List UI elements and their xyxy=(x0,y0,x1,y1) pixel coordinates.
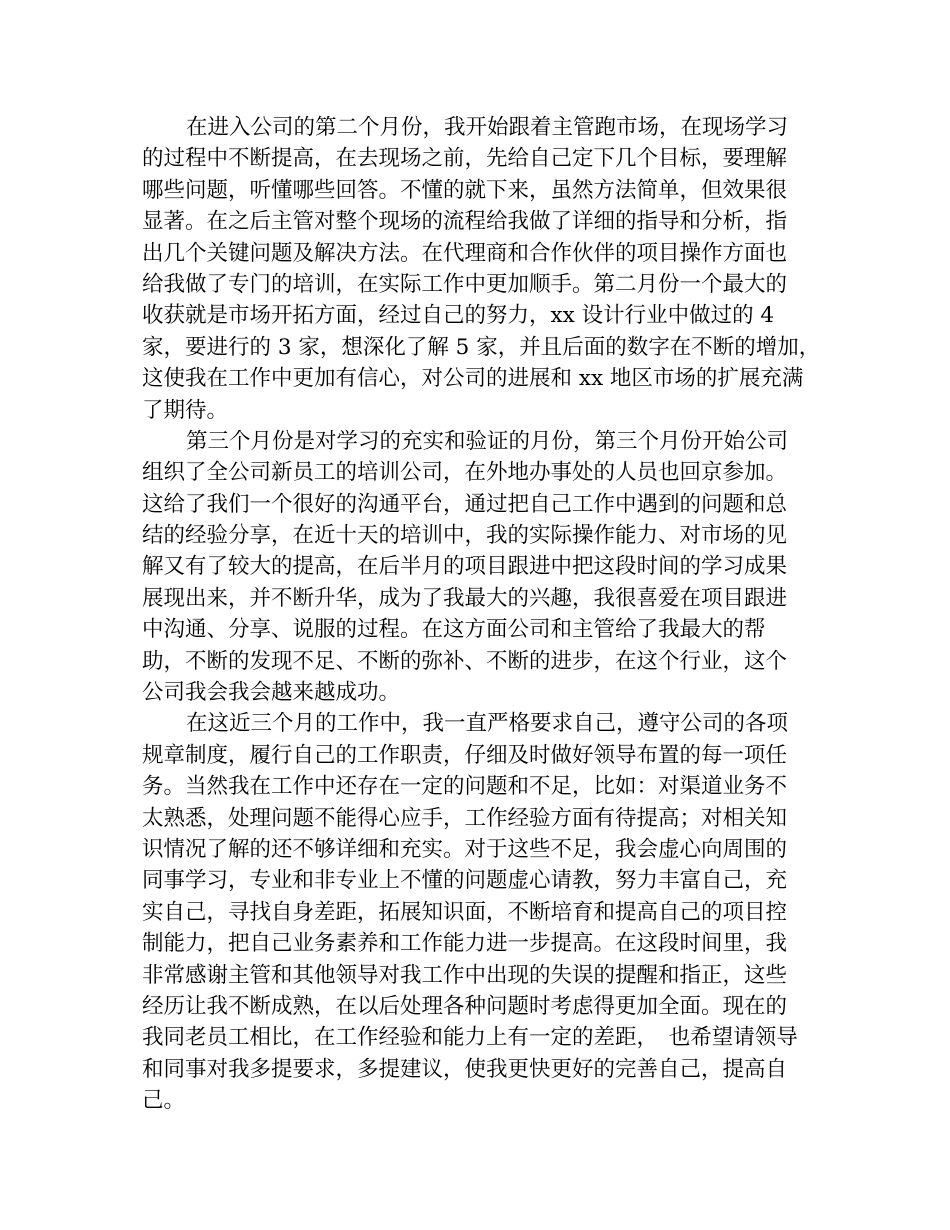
text-line: 实自己，寻找自身差距，拓展知识面，不断培育和提高自己的项目控 xyxy=(142,899,788,925)
text-line: 显著。在之后主管对整个现场的流程给我做了详细的指导和分析，指 xyxy=(142,209,788,235)
text-line: 给我做了专门的培训，在实际工作中更加顺手。第二月份一个最大的 xyxy=(142,271,788,297)
text-line: 组织了全公司新员工的培训公司，在外地办事处的人员也回京参加。 xyxy=(142,460,788,486)
text-line: 这使我在工作中更加有信心，对公司的进展和 xx 地区市场的扩展充满 xyxy=(142,366,804,392)
text-line: 在进入公司的第二个月份，我开始跟着主管跑市场，在现场学习 xyxy=(186,115,789,140)
text-line: 经历让我不断成熟，在以后处理各种问题时考虑得更加全面。现在的 xyxy=(142,993,788,1019)
text-line: 在这近三个月的工作中，我一直严格要求自己，遵守公司的各项 xyxy=(186,711,789,737)
paragraph-3 xyxy=(142,708,808,1116)
text-line: 务。当然我在工作中还存在一定的问题和不足，比如：对渠道业务不 xyxy=(142,774,788,800)
text-line: 中沟通、分享、说服的过程。在这方面公司和主管给了我最大的帮 xyxy=(142,617,766,643)
text-line: 展现出来，并不断升华，成为了我最大的兴趣，我很喜爱在项目跟进 xyxy=(142,585,788,611)
text-line: 解又有了较大的提高，在后半月的项目跟进中把这段时间的学习成果 xyxy=(142,554,788,580)
text-line: 第三个月份是对学习的充实和验证的月份，第三个月份开始公司 xyxy=(186,428,789,454)
text-line: 己。 xyxy=(142,1088,186,1114)
text-line: 收获就是市场开拓方面，经过自己的努力，xx 设计行业中做过的 4 xyxy=(142,303,775,329)
text-line: 哪些问题，听懂哪些回答。不懂的就下来，虽然方法简单，但效果很 xyxy=(142,177,788,203)
text-line: 的过程中不断提高，在去现场之前，先给自己定下几个目标，要理解 xyxy=(142,146,788,172)
document-body xyxy=(142,112,821,1117)
text-line: 制能力，把自己业务素养和工作能力进一步提高。在这段时间里，我 xyxy=(142,931,788,957)
text-line: 出几个关键问题及解决方法。在代理商和合作伙伴的项目操作方面也 xyxy=(142,240,788,266)
text-line: 同事学习，专业和非专业上不懂的问题虚心请教，努力丰富自己，充 xyxy=(142,868,788,894)
text-line: 我同老员工相比，在工作经验和能力上有一定的差距， 也希望请领导 xyxy=(142,1025,798,1051)
text-line: 太熟悉，处理问题不能得心应手，工作经验方面有待提高；对相关知 xyxy=(142,805,788,831)
text-line: 非常感谢主管和其他领导对我工作中出现的失误的提醒和指正，这些 xyxy=(142,962,788,988)
text-line: 助，不断的发现不足、不断的弥补、不断的进步，在这个行业，这个 xyxy=(142,648,788,674)
text-line: 家，要进行的 3 家，想深化了解 5 家，并且后面的数字在不断的增加， xyxy=(142,334,821,360)
paragraph-1 xyxy=(142,112,821,426)
text-line: 了期待。 xyxy=(142,397,229,423)
text-line: 识情况了解的还不够详细和充实。对于这些不足，我会虚心向周围的 xyxy=(142,836,788,862)
text-line: 这给了我们一个很好的沟通平台，通过把自己工作中遇到的问题和总 xyxy=(142,491,788,517)
text-line: 规章制度，履行自己的工作职责，仔细及时做好领导布置的每一项任 xyxy=(142,742,788,768)
text-line: 公司我会我会越来越成功。 xyxy=(142,680,401,706)
text-line: 结的经验分享，在近十天的培训中，我的实际操作能力、对市场的见 xyxy=(142,523,788,549)
text-line: 和同事对我多提要求，多提建议，使我更快更好的完善自己，提高自 xyxy=(142,1056,788,1082)
paragraph-2 xyxy=(142,426,808,709)
